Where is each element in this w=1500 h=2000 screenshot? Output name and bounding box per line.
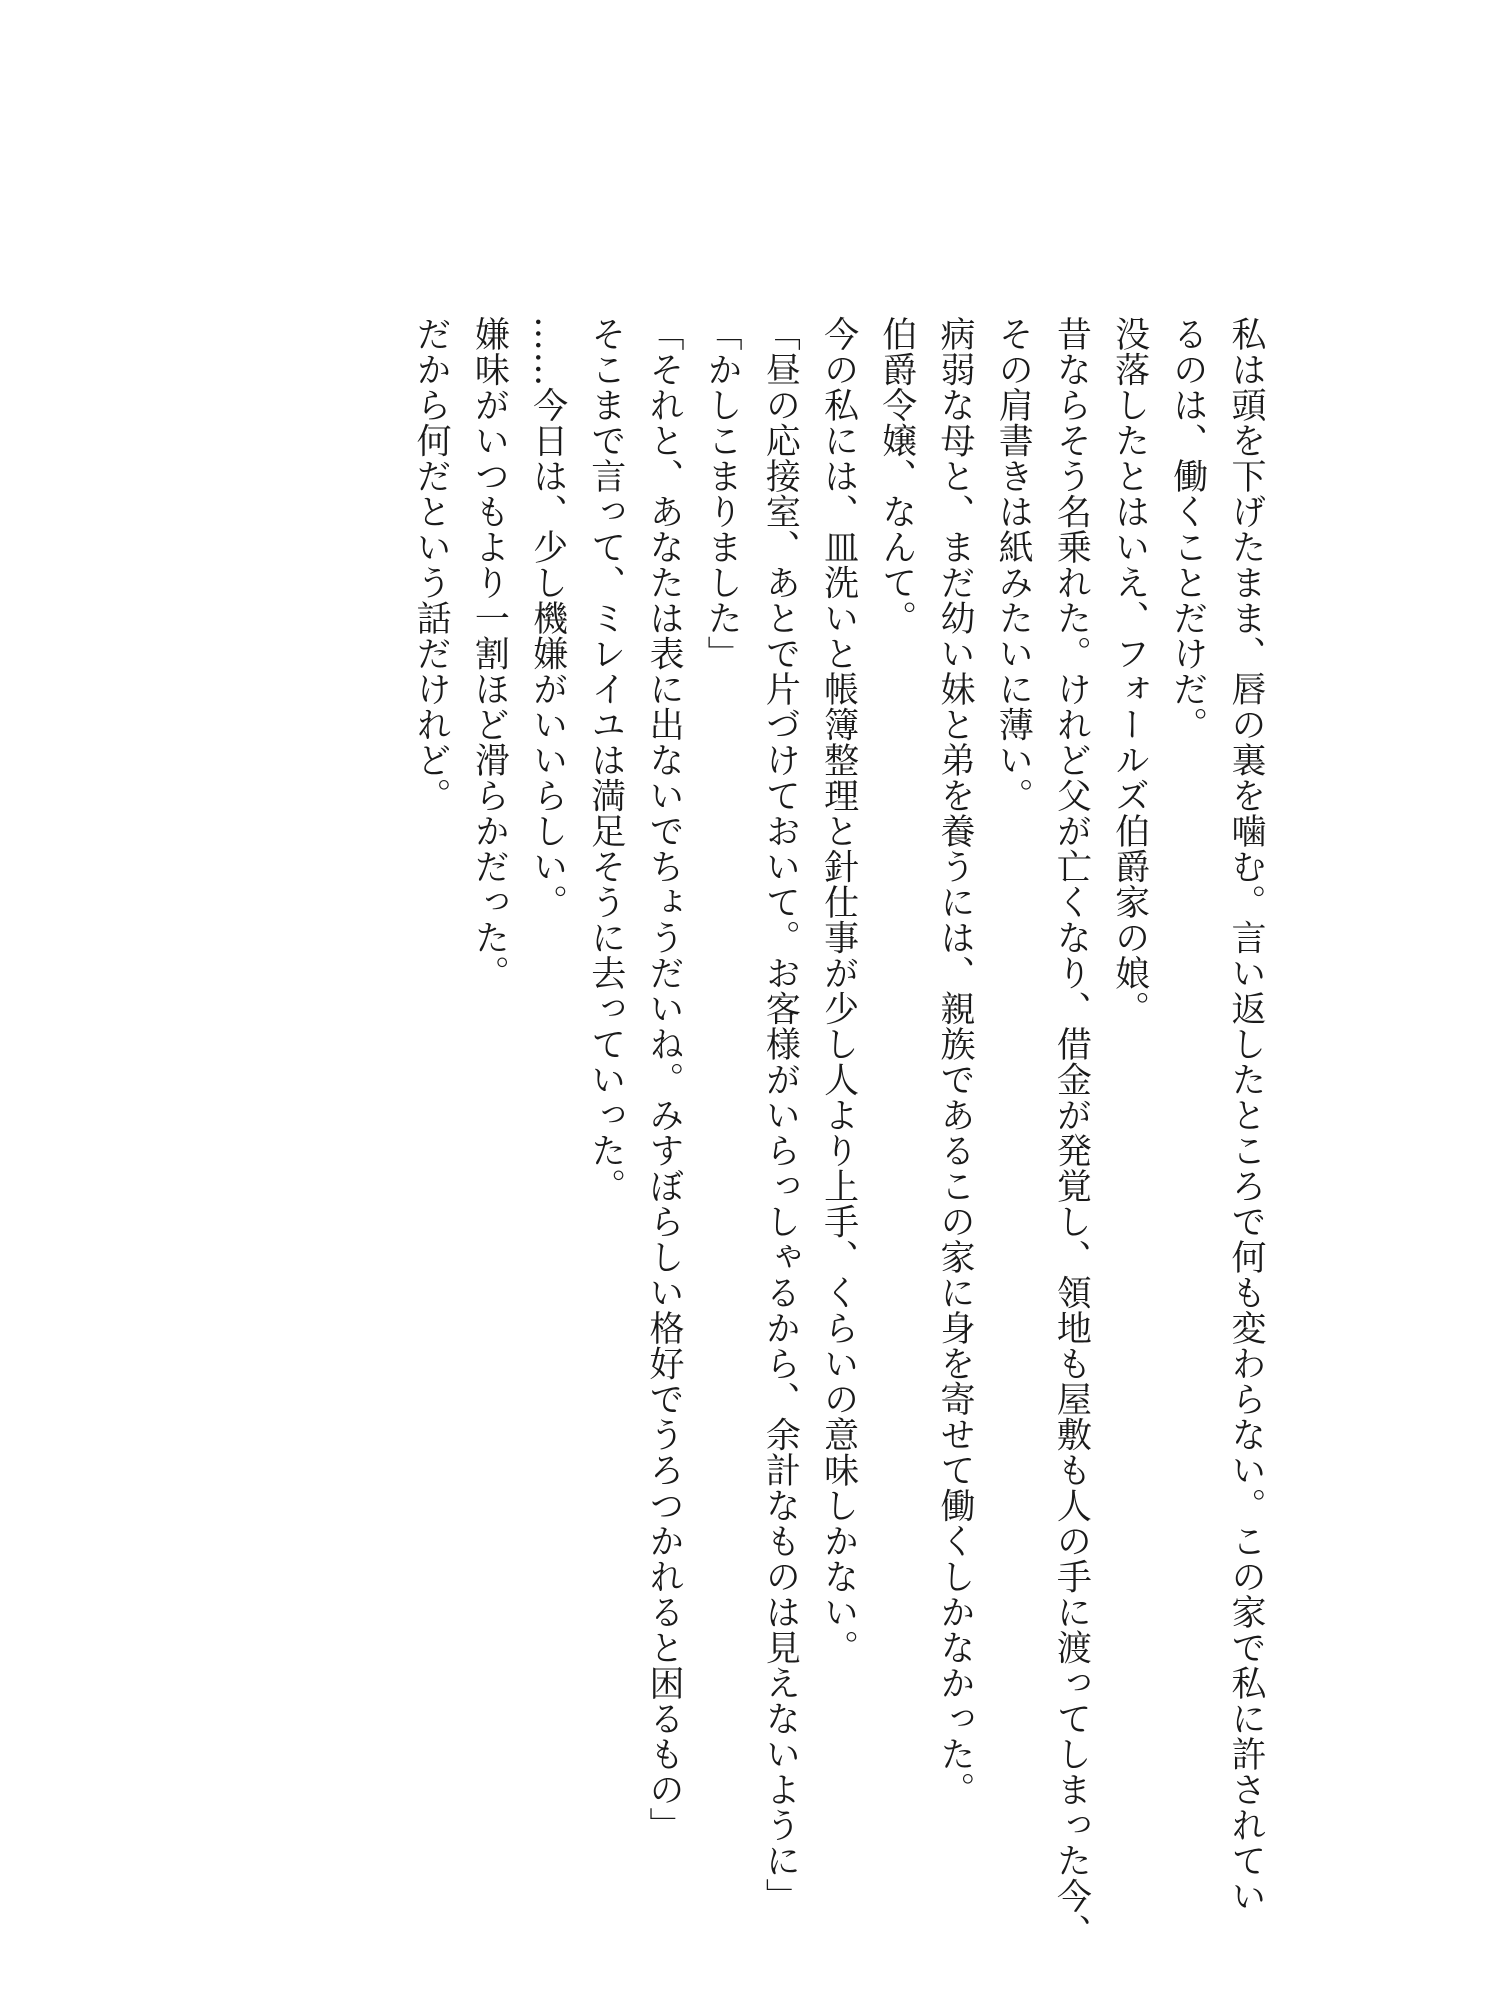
text-line-10: 「かしこまりました」 bbox=[702, 316, 743, 671]
text-line-7: 伯爵令嬢、なんて。 bbox=[876, 316, 917, 636]
text-line-5: その肩書きは紙みたいに薄い。 bbox=[993, 316, 1034, 813]
text-line-6: 病弱な母と、まだ幼い妹と弟を養うには、親族であるこの家に身を寄せて働くしかなかった。 bbox=[934, 316, 975, 1807]
text-line-15: だから何だという話だけれど。 bbox=[411, 316, 452, 813]
text-line-3: 没落したとはいえ、フォールズ伯爵家の娘。 bbox=[1109, 316, 1150, 1026]
text-line-8: 今の私には、皿洗いと帳簿整理と針仕事が少し人より上手、くらいの意味しかない。 bbox=[818, 316, 859, 1665]
text-line-12: そこまで言って、ミレイユは満足そうに去っていった。 bbox=[585, 316, 626, 1204]
text-line-9: 「昼の応接室、あとで片づけておいて。お客様がいらっしゃるから、余計なものは見えないように」 bbox=[760, 316, 801, 1914]
text-line-2: るのは、働くことだけだ。 bbox=[1167, 316, 1208, 742]
text-line-14: 嫌味がいつもより一割ほど滑らかだった。 bbox=[469, 316, 510, 991]
text-line-11: 「それと、あなたは表に出ないでちょうだいね。みすぼらしい格好でうろつかれると困るもの」 bbox=[643, 316, 684, 1843]
text-line-1: 私は頭を下げたまま、唇の裏を噛む。言い返したところで何も変わらない。この家で私に許されてい bbox=[1226, 316, 1266, 1914]
text-line-4: 昔ならそう名乗れた。けれど父が亡くなり、借金が発覚し、領地も屋敷も人の手に渡ってしまった今、 bbox=[1051, 316, 1092, 1949]
text-line-13: ……今日は、少し機嫌がいいらしい。 bbox=[527, 316, 568, 920]
vertical-text-body bbox=[402, 316, 1275, 1949]
